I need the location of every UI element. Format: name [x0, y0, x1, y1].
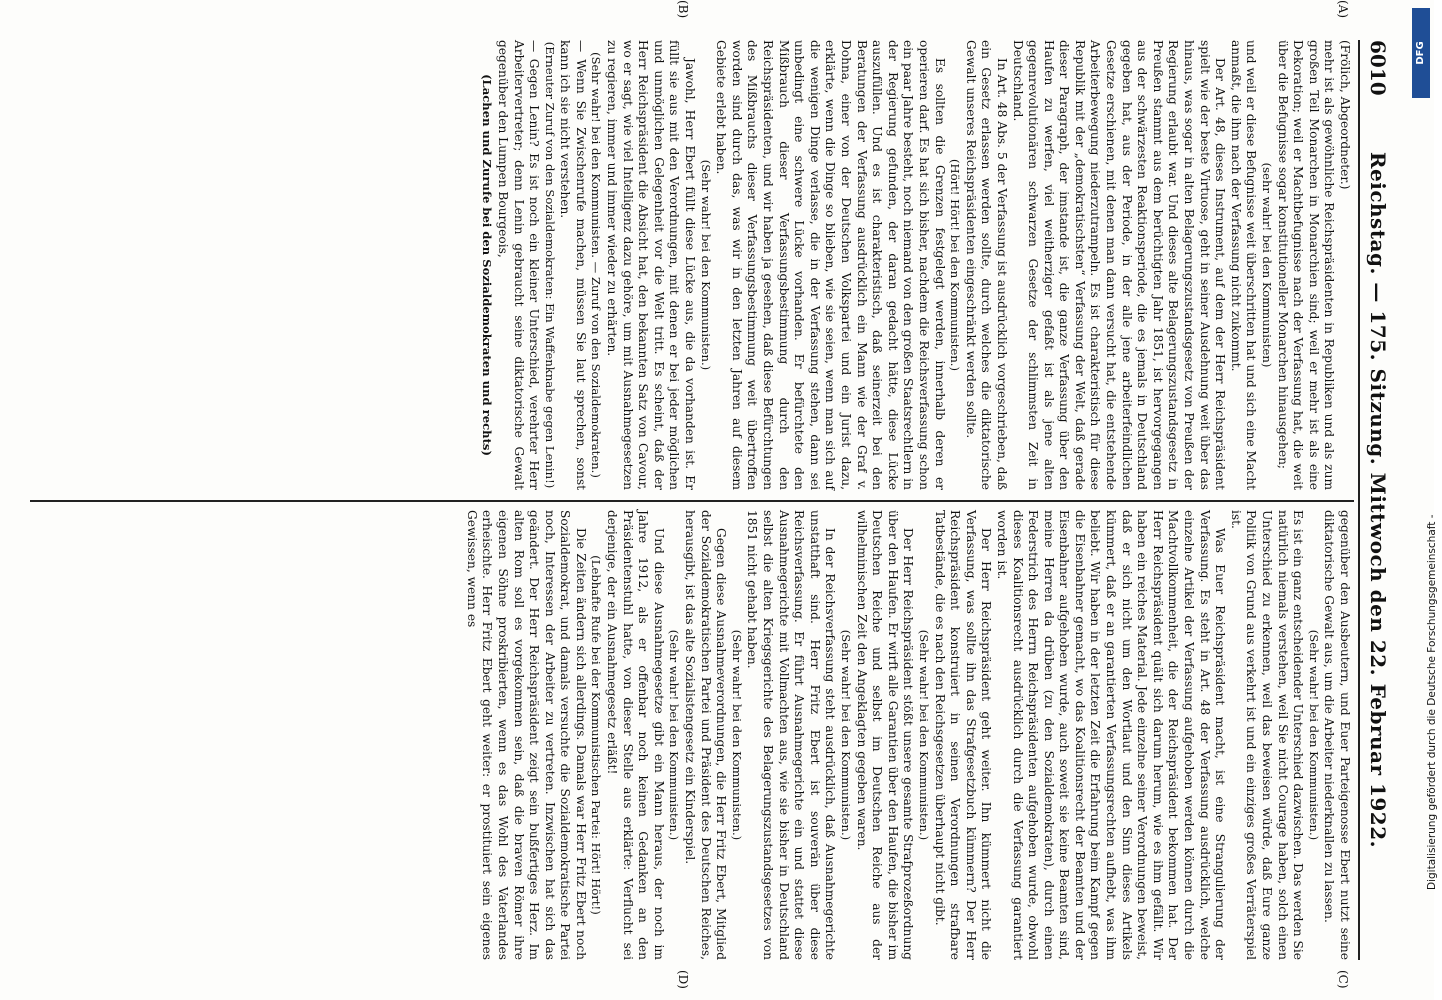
page-header [1358, 40, 1390, 960]
left-column-paragraph: (Lachen und Zurufe bei den Sozialdemokraten und rechts) [480, 74, 495, 456]
left-column-paragraph: (Sehr wahr! bei den Kommunisten. — Zuruf von den Sozialdemokraten.) [589, 52, 604, 478]
left-column-paragraph: mehr ist als gewöhnliche Reichspräsidenten in Republiken und als zum großen Teil Monarchen in Monarchien sind; weil er mehr ist als eine Dekoration; weil er Machtbefugnisse nach der Verfassung hat, die weit über die Befugnisse sogar konstitutioneller Monarchen hinausgehen; [1275, 40, 1337, 490]
rotated-page-content [30, 0, 1390, 989]
digitization-note [1412, 110, 1438, 890]
left-column-paragraph: und weil er diese Befugnisse weit überschritten hat und sich eine Macht anmaßt, die ihm nach der Verfassung nicht zukommt. [1228, 40, 1259, 490]
left-column [32, 40, 1352, 490]
right-column-paragraph: (Sehr wahr! bei den Kommunisten.) [1306, 629, 1321, 841]
margin-marker-b: (B) [676, 0, 690, 19]
right-column-paragraph: Gegen diese Ausnahmeverordnungen, die Herr Fritz Ebert, Mitglied der Sozialdemokratischen Partei und Präsident des Deutschen Reiches, herausgibt, ist das alte Sozialistengesetz ein Kinderspiel. [683, 510, 729, 960]
left-column-paragraph: In Art. 48 Abs. 5 der Verfassung ist ausdrücklich vorgeschrieben, daß ein Gesetz erlassen werden sollte, durch welches die diktatorische Gewalt unseres Reichspräsidenten eingeschränkt werden sollte. [963, 40, 1009, 490]
left-column-paragraph: (Erneuter Zuruf von den Sozialdemokraten: Ein Waffenknabe gegen Lenin!) [542, 41, 557, 489]
right-column-paragraph: Die Zeiten ändern sich allerdings. Damals war Herr Fritz Ebert noch Sozialdemokrat, und damals versuchte die Sozialdemokratische Partei noch, Interessen der Arbeiter zu vertreten. Inzwischen hat sich das geändert. Der Herr Reichspräsident zeigt sein bußfertiges Herz. Im alten Rom soll es vorgekommen sein, daß die braven Römer ihre eigenen Söhne proskribierten, wenn es das Wohl des Vaterlandes erheischte. Herr Fritz Ebert geht weiter: er prostituiert sein eigenes Gewissen, wenn es [464, 510, 588, 960]
margin-marker-d: (D) [676, 970, 690, 989]
right-column [32, 510, 1352, 960]
digitization-note-text: Digitalisierung gefördert durch die Deutsche Forschungsgemeinschaft - [1426, 514, 1438, 890]
right-column-paragraph: Der Herr Reichspräsident stößt unsere gesamte Strafprozeßordnung über den Haufen. Er wirft alle Garantien über den Haufen, die bisher im Deutschen Reiche und selbst im Deutschen Reiche aus der wilhelminischen Zeit den Angeklagten gegeben waren. [854, 510, 916, 960]
right-column-paragraph: (Sehr wahr! bei den Kommunisten.) [839, 629, 853, 841]
dfg-logo-text: DFG [1415, 41, 1426, 65]
left-column-paragraph: (sehr wahr! bei den Kommunisten) [1260, 162, 1275, 368]
right-column-paragraph: Der Herr Reichspräsident geht weiter. Ihn kümmert nicht die Verfassung, was sollte ihn das Strafgesetzbuch kümmern? Der Herr Reichspräsident konstruiert in seinen Verordnungen strafbare Tatbestände, die es nach den Reichsgesetzen überhaupt nicht gibt. [932, 510, 994, 960]
column-divider [30, 500, 1354, 502]
left-column-paragraph: Es sollten die Grenzen festgelegt werden, innerhalb deren er operieren darf. Es hat sich bisher, nachdem die Reichsverfassung schon ein paar Jahre besteht, noch niemand von den großen Staatsrechtlern in der Regierung gefunden, der daran gedacht hätte, diese Lücke auszufüllen. Und es ist charakteristisch, daß seinerzeit bei den Beratungen der Verfassung ausdrücklich ein Mann wie der Graf v. Dohna, einer von der Deutschen Volkspartei und ein Jurist dazu, erklärte, wenn die Dinge so blieben, wie sie seien, wenn man sich auf die wenigen Dinge verlasse, die in der Verfassung stehen, dann sei unbedingt eine schwere Lücke vorhanden. Er befürchtete den Mißbrauch dieser Verfassungsbestimmung durch den Reichspräsidenten, und wir haben ja gesehen, daß diese Befürchtungen des Mißbrauchs dieser Verfassungsbestimmung weit übertroffen worden sind durch das, was wir in den letzten Jahren auf diesem Gebiete erlebt haben. [714, 40, 947, 490]
right-column-paragraph: Und diese Ausnahmegesetze gibt ein Mann heraus, der noch im Jahre 1912, als er offenbar noch keinen Gedanken an den Präsidentenstuhl hatte, von dieser Stelle aus erklärte: Verflucht sei derjenige, der ein Ausnahmegesetz erläßt! [605, 510, 666, 960]
right-column-paragraph: (Sehr wahr! bei den Kommunisten.) [916, 629, 931, 841]
right-column-paragraph: In der Reichsverfassung steht ausdrücklich, daß Ausnahmegerichte unstatthaft sind. Herr Fritz Ebert ist souverän über diese Reichsverfassung. Er führt Ausnahmegerichte ein und stattet diese Ausnahmegerichte mit Vollmachten aus, wie sie bisher in Deutschland selbst die alten Kriegsgerichte des Belagerungszustandsgesetzes von 1851 nicht gehabt haben. [745, 510, 838, 960]
margin-marker-a: (A) [1336, 0, 1350, 19]
right-column-paragraph: (Lebhafte Rufe bei der Kommunistischen Partei: Hört! Hört!) [589, 555, 604, 915]
left-column-paragraph: — Wenn Sie Zwischenrufe machen, müssen Sie laut sprechen, sonst kann ich sie nicht verstehen. [558, 40, 588, 490]
left-column-paragraph: (Hört! Hört! bei den Kommunisten.) [948, 158, 963, 371]
left-column-paragraph: (Sehr wahr! bei den Kommunisten.) [698, 159, 713, 371]
left-column-paragraph: Jawohl, Herr Ebert füllt diese Lücke aus, die da vorhanden ist. Er füllt sie aus mit den Verordnungen, mit denen er bei jeder möglichen und unmöglichen Gelegenheit vor die Welt tritt. Es scheint, daß der Herr Reichspräsident die Absicht hat, den bekannten Satz von Cavour, wo er sagt, wie viel Intelligenz dazu gehöre, um mit Ausnahmegesetzen zu regieren, immer und immer wieder zu erhärten. [605, 40, 698, 490]
right-column-paragraph: Was Euer Reichspräsident macht, ist eine Strangulierung der Verfassung. Es steht in Art. 48 der Verfassung ausdrücklich, welche einzelne Artikel der Verfassung aufgehoben werden können durch die Machtvollkommenheit, die der Reichspräsident bekommen hat. Der Herr Reichspräsident quält sich darum herum, wie es ihm gefällt. Wir haben ein reiches Material. Jede einzelne seiner Verordnungen beweist, daß er sich nicht um den Wortlaut und den Sinn dieses Artikels kümmert, daß er an garantierten Verfassungsrechten aufhebt, was ihm beliebt. Wir haben in der letzten Zeit die Erfahrung beim Kampf gegen die Eisenbahner gemacht, wo das Koalitionsrecht der Beamten und der Eisenbahner aufgehoben wurde, auch soweit sie keine Beamten sind, meine Herren da drüben (zu den Sozialdemokraten), durch einen Federstrich des Herrn Reichspräsidenten aufgehoben wurde, obwohl dieses Koalitionsrecht ausdrücklich durch die Verfassung garantiert worden ist. [994, 510, 1228, 960]
page-number: 6010 [1366, 40, 1390, 96]
right-column-paragraph: (Sehr wahr! bei den Kommunisten.) [667, 629, 682, 841]
right-column-paragraph: gegenüber den Ausbeutern, und Euer Parteigenosse Ebert nutzt seine diktatorische Gewalt aus, um die Arbeiter niederknallen zu lassen. [1322, 510, 1352, 960]
left-column-paragraph: Der Art. 48, dieses Instrument, auf dem der Herr Reichspräsident spielt wie der beste Virtuose, geht in seiner Ausdehnung weit über das hinaus, was sogar in alten Belagerungszustandsgesetz von Preußen der Regierung erlaubt war. Und dieses alte Belagerungszustandsgesetz in Preußen stammt aus dem berüchtigten Jahr 1851, ist hervorgegangen aus der schwärzesten Reaktionsperiode, die es jemals in Deutschland gegeben hat, aus der Periode, in der alle jene arbeiterfeindlichen Gesetze erschienen, mit denen man dann versucht hat, die entstehende Arbeiterbewegung niederzutrampeln. Es ist charakteristisch für diese Republik mit der „demokratischsten“ Verfassung der Welt, daß gerade dieser Paragraph, der imstande ist, die ganze Verfassung über den Haufen zu werfen, viel weitherziger gefaßt ist als jene alten gegenrevolutionären schwarzen Gesetze der schlimmsten Zeit in Deutschland. [1010, 40, 1228, 490]
right-column-paragraph: (Sehr wahr! bei den Kommunisten.) [729, 629, 744, 841]
right-column-paragraph: Es ist ein ganz entscheidender Unterschied dazwischen. Das werden Sie natürlich niemals verstehen, weil Sie nicht Courage haben, solch einen Unterschied zu erkennen, weil das beweisen würde, daß Eure ganze Politik von Grund aus verkehrt ist und ein einziges großes Verräterspiel ist. [1228, 510, 1306, 960]
margin-marker-c: (C) [1336, 970, 1350, 989]
header-title: Reichstag. — 175. Sitzung. Mittwoch den 22. Februar 1922. [1366, 151, 1390, 849]
dfg-logo [1412, 8, 1430, 98]
left-column-paragraph: (Frölich, Abgeordneter.) [1338, 40, 1352, 190]
left-column-paragraph: — Gegen Lenin? Es ist noch ein kleiner Unterschied, verehrter Herr Arbeitervertreter; denn Lenin gebraucht seine diktatorische Gewalt gegenüber den Lumpen Bourgeois, [495, 40, 542, 490]
